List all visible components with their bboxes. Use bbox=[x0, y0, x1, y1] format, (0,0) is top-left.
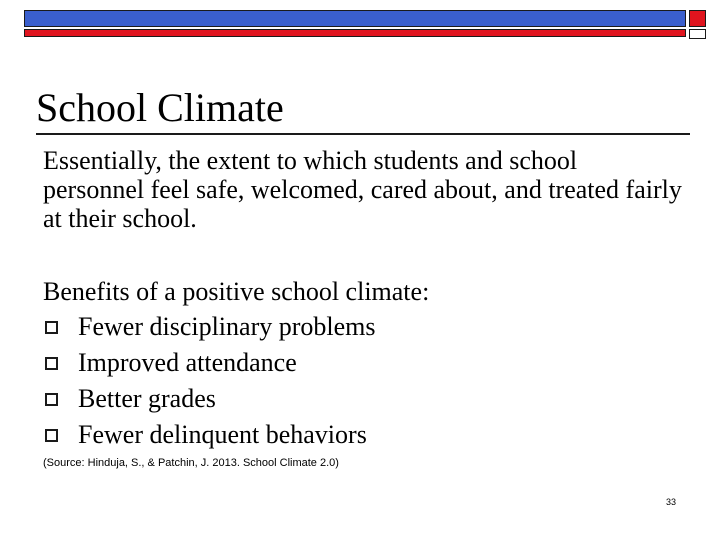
list-item-text: Fewer disciplinary problems bbox=[78, 312, 376, 341]
slide-title: School Climate bbox=[36, 85, 284, 130]
header-red-bar bbox=[24, 29, 686, 37]
benefits-list bbox=[43, 309, 376, 453]
source-citation: (Source: Hinduja, S., & Patchin, J. 2013. School Climate 2.0) bbox=[43, 457, 339, 469]
list-item bbox=[43, 417, 376, 453]
benefits-heading: Benefits of a positive school climate: bbox=[43, 277, 430, 306]
definition-text: Essentially, the extent to which students and school personnel feel safe, welcomed, cared about, and treated fairly at their school. bbox=[43, 146, 682, 233]
header-red-square bbox=[689, 10, 706, 27]
hollow-square-bullet-icon bbox=[45, 393, 58, 406]
page-number: 33 bbox=[665, 497, 676, 507]
list-item-text: Better grades bbox=[78, 384, 216, 413]
list-item-text: Fewer delinquent behaviors bbox=[78, 420, 367, 449]
header-blue-bar bbox=[24, 10, 686, 27]
hollow-square-bullet-icon bbox=[45, 429, 58, 442]
title-underline bbox=[36, 133, 690, 135]
list-item bbox=[43, 309, 376, 345]
hollow-square-bullet-icon bbox=[45, 357, 58, 370]
hollow-square-bullet-icon bbox=[45, 321, 58, 334]
list-item-text: Improved attendance bbox=[78, 348, 297, 377]
list-item bbox=[43, 345, 376, 381]
header-white-square bbox=[689, 29, 706, 39]
list-item bbox=[43, 381, 376, 417]
